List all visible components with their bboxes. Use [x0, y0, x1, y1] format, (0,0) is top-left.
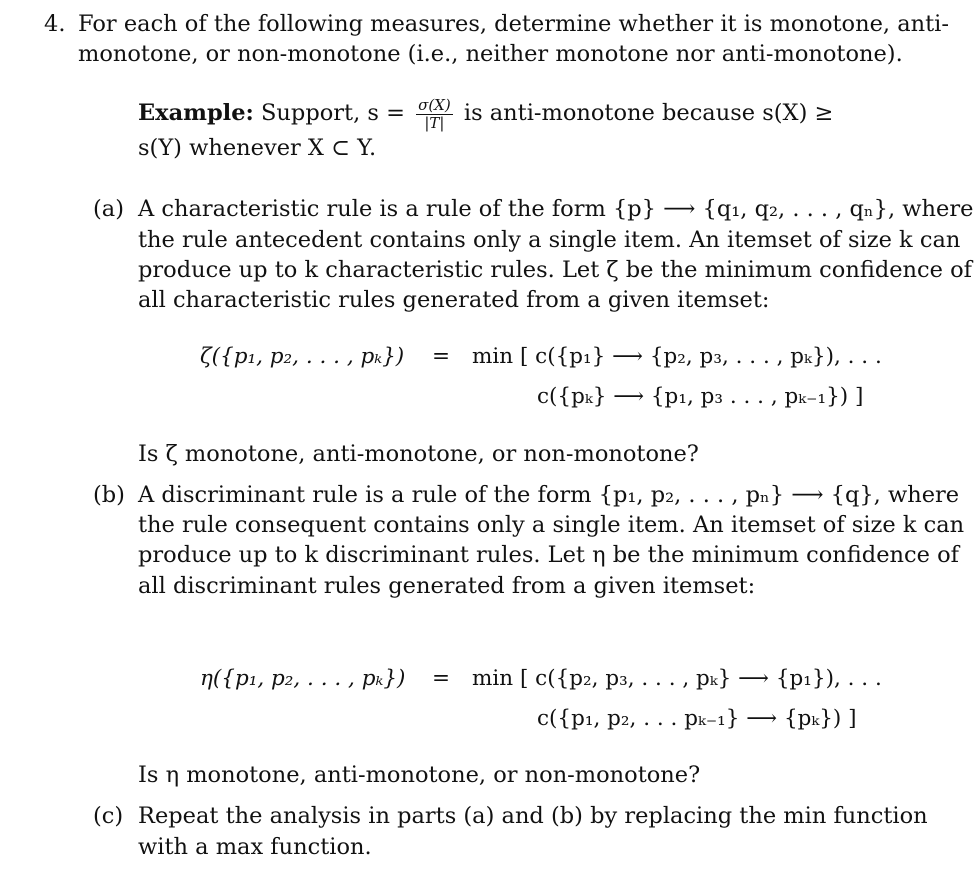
example-line1	[138, 98, 833, 131]
support-fraction	[416, 98, 453, 131]
part-c-line1: Repeat the analysis in parts (a) and (b) by replacing the min function	[138, 803, 928, 829]
fraction-denominator: |T|	[424, 114, 445, 132]
part-a-line3: produce up to k characteristic rules. Let ζ be the minimum confidence of	[138, 257, 972, 283]
part-b-line1: A discriminant rule is a rule of the form {p₁, p₂, . . . , pₙ} ⟶ {q}, where	[138, 482, 960, 508]
part-a-question: Is ζ monotone, anti-monotone, or non-monotone?	[138, 441, 699, 467]
part-a-line1: A characteristic rule is a rule of the form {p} ⟶ {q₁, q₂, . . . , qₙ}, where	[138, 196, 974, 222]
part-b-equation-lhs: η({p₁, p₂, . . . , pₖ})	[200, 666, 406, 691]
part-a-equation-rhs1: min [ c({p₁} ⟶ {p₂, p₃, . . . , pₖ}), . . .	[472, 344, 882, 369]
part-c-line2: with a max function.	[138, 834, 372, 860]
part-c-label: (c)	[93, 803, 124, 829]
example-line2: s(Y) whenever X ⊂ Y.	[138, 135, 377, 161]
part-a-label: (a)	[93, 196, 124, 222]
example-text1: Support, s =	[261, 99, 405, 126]
part-a-line2: the rule antecedent contains only a single item. An itemset of size k can	[138, 227, 961, 253]
part-b-line2: the rule consequent contains only a single item. An itemset of size k can	[138, 512, 965, 538]
part-b-label: (b)	[93, 482, 125, 508]
fraction-numerator: σ(X)	[418, 96, 451, 114]
example-text2: is anti-monotone because s(X) ≥	[463, 99, 834, 126]
question-intro-line2: monotone, or non-monotone (i.e., neither monotone nor anti-monotone).	[78, 41, 903, 67]
part-a-equation-lhs: ζ({p₁, p₂, . . . , pₖ})	[200, 344, 405, 369]
part-b-line4: all discriminant rules generated from a given itemset:	[138, 573, 756, 599]
question-number: 4.	[44, 11, 66, 37]
question-intro-line1: For each of the following measures, determine whether it is monotone, anti-	[78, 11, 949, 37]
part-b-line3: produce up to k discriminant rules. Let η be the minimum confidence of	[138, 542, 959, 568]
part-a-equation-rhs2: c({pₖ} ⟶ {p₁, p₃ . . . , pₖ₋₁}) ]	[537, 384, 864, 409]
part-b-question: Is η monotone, anti-monotone, or non-monotone?	[138, 762, 701, 788]
part-a-line4: all characteristic rules generated from a given itemset:	[138, 287, 770, 313]
part-b-equation-equals: =	[432, 666, 451, 691]
part-b-equation-rhs2: c({p₁, p₂, . . . pₖ₋₁} ⟶ {pₖ}) ]	[537, 706, 857, 731]
part-a-equation-equals: =	[432, 344, 451, 369]
part-b-equation-rhs1: min [ c({p₂, p₃, . . . , pₖ} ⟶ {p₁}), . . .	[472, 666, 882, 691]
example-label: Example:	[138, 99, 254, 126]
